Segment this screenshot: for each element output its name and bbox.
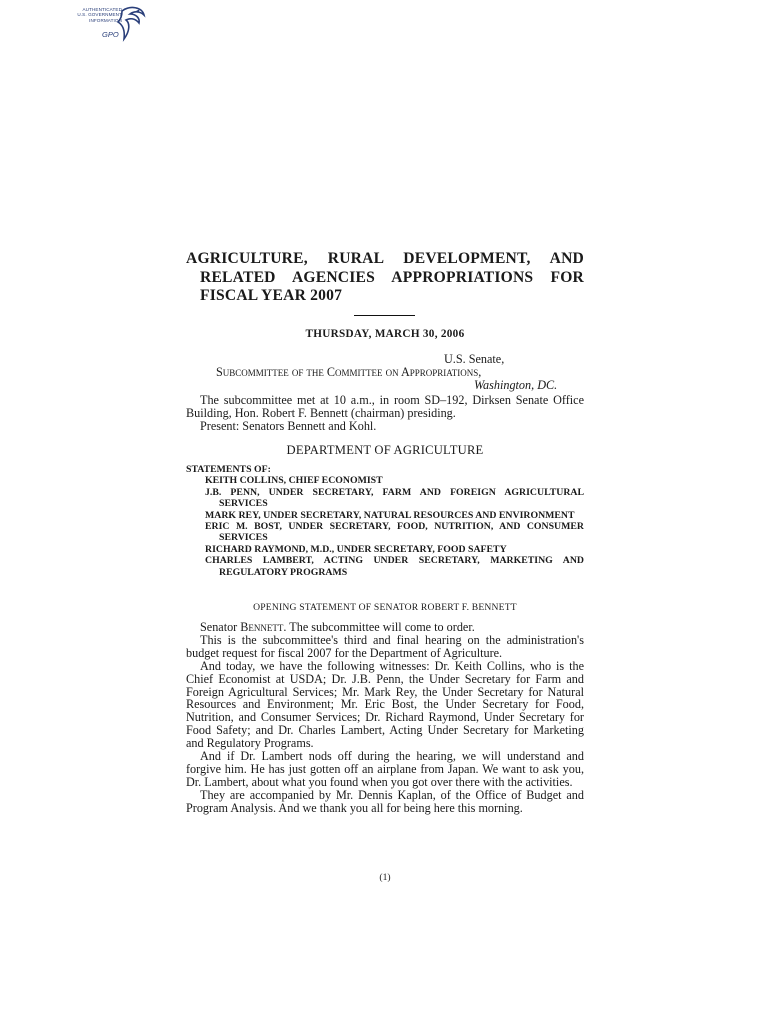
- hearing-date: THURSDAY, MARCH 30, 2006: [305, 328, 465, 340]
- witness-entry: J.B. PENN, UNDER SECRETARY, FARM AND FOREIGN AGRICULTURAL SERVICES: [205, 486, 584, 510]
- witness-entry: ERIC M. BOST, UNDER SECRETARY, FOOD, NUTRITION, AND CONSUMER SERVICES: [205, 521, 584, 544]
- speech-paragraph: And today, we have the following witnesses: Dr. Keith Collins, who is the Chief Economist at USDA; Dr. J.B. Penn, the Under Secretary for Farm and Foreign Agricultural Services; Mr. Mark Rey, the Under Secretary for Natural Resources and Environment; Mr. Eric Bost, the Under Secretary for Food, Nutrition, and Consumer Services; Dr. Richard Raymond, Under Secretary for Food Safety; and Dr. Charles Lambert, Acting Under Secretary for Marketing and Regulatory Programs.: [186, 658, 584, 751]
- speech-opening-line: [186, 621, 584, 634]
- present-paragraph: Present: Senators Bennett and Kohl.: [200, 418, 377, 433]
- title-divider: [354, 315, 415, 316]
- department-heading: DEPARTMENT OF AGRICULTURE: [286, 443, 484, 457]
- speech-paragraph: And if Dr. Lambert nods off during the hearing, we will understand and forgive him. He has just gotten off an airplane from Japan. We want to ask you, Dr. Lambert, about what you found when you got over there with the activities.: [186, 749, 584, 789]
- eagle-icon: [112, 5, 148, 47]
- logo-gpo-mark: GPO: [102, 30, 119, 39]
- speaker-prefix: Senator: [200, 620, 241, 634]
- title-line: RELATED AGENCIES APPROPRIATIONS FOR: [200, 268, 584, 286]
- page-number: (1): [379, 872, 391, 883]
- speech-first-line: . The subcommittee will come to order.: [283, 620, 475, 634]
- gpo-authentication-logo: [60, 5, 150, 47]
- location-heading: Washington, DC.: [474, 378, 558, 392]
- intro-paragraph: The subcommittee met at 10 a.m., in room SD–192, Dirksen Senate Office Building, Hon. Robert F. Bennett (chairman) presiding.: [186, 393, 584, 420]
- speech-paragraph: This is the subcommittee's third and final hearing on the administration's budget request for fiscal 2007 for the Department of Agriculture.: [186, 632, 584, 660]
- title-line: FISCAL YEAR 2007: [200, 287, 343, 304]
- statements-list: [186, 464, 584, 578]
- hearing-title: [186, 250, 584, 306]
- speech-paragraph: They are accompanied by Mr. Dennis Kaplan, of the Office of Budget and Program Analysis. And we thank you all for being here this morning.: [186, 787, 584, 815]
- witness-entry: MARK REY, UNDER SECRETARY, NATURAL RESOURCES AND ENVIRONMENT: [205, 509, 575, 521]
- senate-heading: U.S. Senate,: [444, 352, 505, 366]
- opening-statement-heading: OPENING STATEMENT OF SENATOR ROBERT F. BENNETT: [253, 602, 517, 613]
- witness-entry: CHARLES LAMBERT, ACTING UNDER SECRETARY, MARKETING AND REGULATORY PROGRAMS: [205, 555, 584, 578]
- logo-line: U.S. GOVERNMENT: [77, 12, 122, 18]
- statements-heading: STATEMENTS OF:: [186, 464, 271, 475]
- witness-entry: RICHARD RAYMOND, M.D., UNDER SECRETARY, FOOD SAFETY: [205, 543, 507, 555]
- speaker-name: Bennett: [240, 620, 284, 634]
- witness-entry: KEITH COLLINS, CHIEF ECONOMIST: [205, 475, 383, 487]
- subcommittee-heading: Subcommittee of the Committee on Appropriations,: [216, 365, 482, 379]
- title-line: AGRICULTURE, RURAL DEVELOPMENT, AND: [186, 250, 584, 267]
- logo-line: INFORMATION: [89, 17, 122, 23]
- logo-line: AUTHENTICATED: [82, 7, 122, 12]
- intro-block: [186, 394, 584, 433]
- speech-block: [186, 621, 584, 815]
